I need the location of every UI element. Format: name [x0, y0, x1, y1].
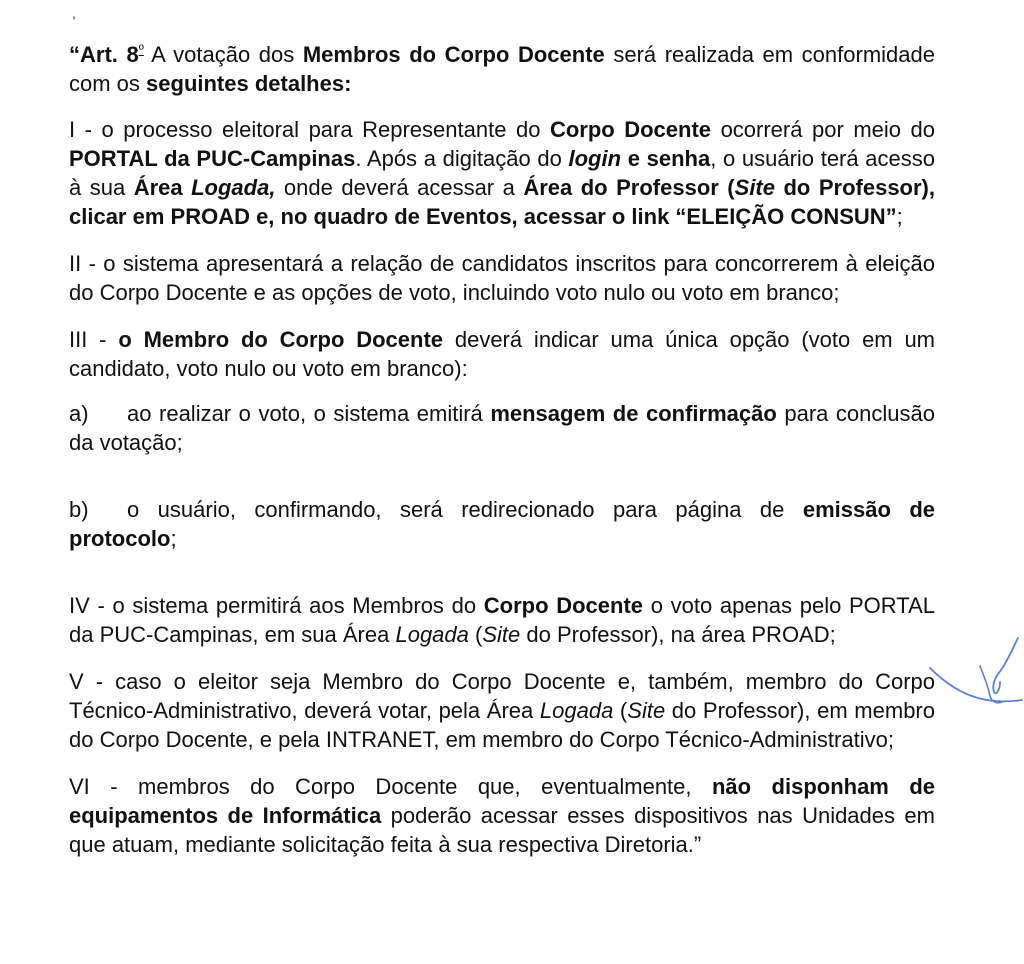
initials-stroke	[993, 638, 1018, 693]
item-a-paragraph: a) ao realizar o voto, o sistema emitirá mensagem de confirmação para conclusão da votação;	[69, 401, 935, 455]
document-body	[69, 35, 935, 859]
item-vi-paragraph: VI - membros do Corpo Docente que, eventualmente, não disponham de equipamentos de Informática poderão acessar esses dispositivos nas Unidades em que atuam, mediante solicitação feita à sua respectiva Diretoria.”	[69, 774, 935, 857]
item-a-label: a)	[69, 401, 89, 426]
stray-mark: ,	[72, 5, 76, 21]
item-iv-paragraph: IV - o sistema permitirá aos Membros do Corpo Docente o voto apenas pelo PORTAL da PUC-Campinas, em sua Área Logada (Site do Professor), na área PROAD;	[69, 593, 935, 647]
initials-stroke	[930, 668, 1022, 701]
item-v-paragraph: V - caso o eleitor seja Membro do Corpo Docente e, também, membro do Corpo Técnico-Administrativo, deverá votar, pela Área Logada (Site do Professor), em membro do Corpo Docente, e pela INTRANET, em membro do Corpo Técnico-Administrativo;	[69, 669, 935, 752]
initials-stroke	[980, 666, 1002, 703]
item-b-paragraph: b) o usuário, confirmando, será redirecionado para página de emissão de protocolo;	[69, 497, 935, 551]
item-i-paragraph: I - o processo eleitoral para Representante do Corpo Docente ocorrerá por meio do PORTAL da PUC-Campinas. Após a digitação do login e senha, o usuário terá acesso à sua Área Logada, onde deverá acessar a Área do Professor (Site do Professor), clicar em PROAD e, no quadro de Eventos, acessar o link “ELEIÇÃO CONSUN”;	[69, 117, 935, 229]
item-b-label: b)	[69, 497, 89, 522]
item-iii-paragraph: III - o Membro do Corpo Docente deverá indicar uma única opção (voto em um candidato, voto nulo ou voto em branco):	[69, 327, 936, 381]
handwritten-initials	[926, 630, 1024, 710]
article-heading-paragraph: “Art. $8^º$ A votação dos Membros do Corpo Docente será realizada em conformidade com os seguintes detalhes:	[69, 41, 935, 96]
item-ii-paragraph: II - o sistema apresentará a relação de candidatos inscritos para concorrerem à eleição do Corpo Docente e as opções de voto, incluindo voto nulo ou voto em branco;	[69, 251, 935, 305]
